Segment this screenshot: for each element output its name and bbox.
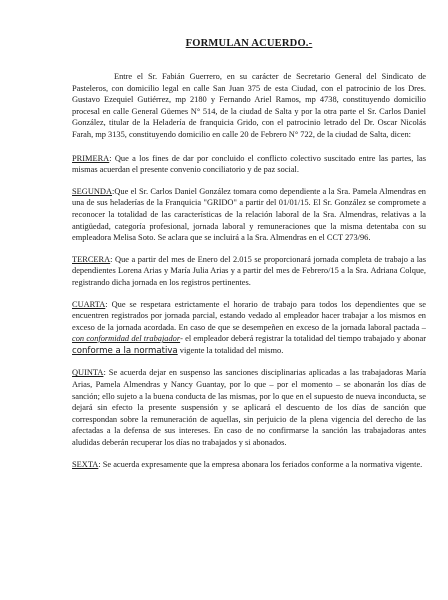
clause-underlined-text: conforme a la normativa — [72, 345, 178, 356]
clause-sexta — [72, 459, 426, 471]
clause-label: SEGUNDA — [72, 186, 113, 196]
clause-label: QUINTA — [72, 368, 104, 378]
clause-text: : Que se respetara estrictamente el horario de trabajo para todos los dependientes que se encuentren registrados por jornada parcial, estando vedado al empleador hacer trabajar a los mismos en exceso de la jornada acordada. En caso de que se desempeñen en exceso de la jornada laboral pactada – — [72, 299, 426, 332]
clause-text: vigente la totalidad del mismo. — [177, 345, 284, 355]
clause-primera — [72, 153, 426, 176]
clause-quinta — [72, 367, 426, 448]
clause-label: SEXTA — [72, 459, 99, 469]
clause-text: - el empleador deberá registrar la totalidad del tiempo trabajado y abonar — [180, 334, 426, 344]
clause-text: : Que a partir del mes de Enero del 2.015 se proporcionará jornada completa de trabajo a las dependientes Lorena Arias y María Julia Arias y a partir del mes de Febrero/15 a la Sra. Adriana Colque, registrando dicha jornada en los registros pertinentes. — [72, 254, 426, 287]
intro-paragraph: Entre el Sr. Fabián Guerrero, en su carácter de Secretario General del Sindicato de Pasteleros, con domicilio legal en calle San Juan 375 de esta Ciudad, con el patrocinio de los Dres. Gustavo Ezequiel Gutiérrez, mp 2180 y Fernando Ariel Ramos, mp 4738, constituyendo domicilio procesal en calle General Güemes N° 514, de la ciudad de Salta y por la otra parte el Sr. Carlos Daniel González, titular de la Heladería de franquicia Grido, con el patrocinio letrado del Dr. Oscar Nicolás Farah, mp 3135, constituyendo domicilio en calle 20 de Febrero N° 722, de la ciudad de Salta, dicen: — [72, 72, 426, 139]
clause-segunda — [72, 186, 426, 244]
document-title: FORMULAN ACUERDO.- — [185, 38, 313, 49]
clause-text: : Se acuerda dejar en suspenso las sanciones disciplinarias aplicadas a las trabajadoras María Arias, Pamela Almendras y Nancy Guantay, por lo que – por el momento – se abonarán los días de sanción; ello sujeto a la buena conducta de las mismas, por lo que en el supuesto de nueva inconducta, se dejará sin efecto la presente suspensión y se aplicará el descuento de los días de sanción que correspondan sobre la remuneración de aquellas, sin perjuicio de la plena vigencia del derecho de las afectadas a la defensa de sus intereses. En caso de no confirmarse la sanción las trabajadoras antes aludidas deberán recuperar los días no trabajados y si abonados. — [72, 368, 426, 448]
clause-label: CUARTA — [72, 299, 106, 309]
clause-tercera — [72, 254, 426, 289]
clause-label: PRIMERA — [72, 153, 110, 163]
clause-text: : Se acuerda expresamente que la empresa abonara los feriados conforme a la normativa vigente. — [98, 459, 423, 469]
clause-label: TERCERA — [72, 254, 111, 264]
clause-cuarta — [72, 299, 426, 358]
clause-text: : Que a los fines de dar por concluido el conflicto colectivo suscitado entre las partes, las mismas acuerdan el presente convenio conciliatorio y de paz social. — [72, 153, 426, 175]
clause-text: :Que el Sr. Carlos Daniel González tomara como dependiente a la Sra. Pamela Almendras en una de sus heladerías de la Franquicia "GRIDO" a partir del 01/01/15. El Sr. González se compromete a reconocer la totalidad de las características de la relación laboral de la Sra. Almendras, relativas a la antigüedad, categoría profesional, jornada laboral y remuneraciones que la misma detentaba con su empleadora Melisa Soto. Se aclara que se incluirá a la Sra. Almendras en el CCT 273/96. — [72, 186, 426, 243]
clause-italic-text: con conformidad del trabajador — [72, 334, 181, 344]
